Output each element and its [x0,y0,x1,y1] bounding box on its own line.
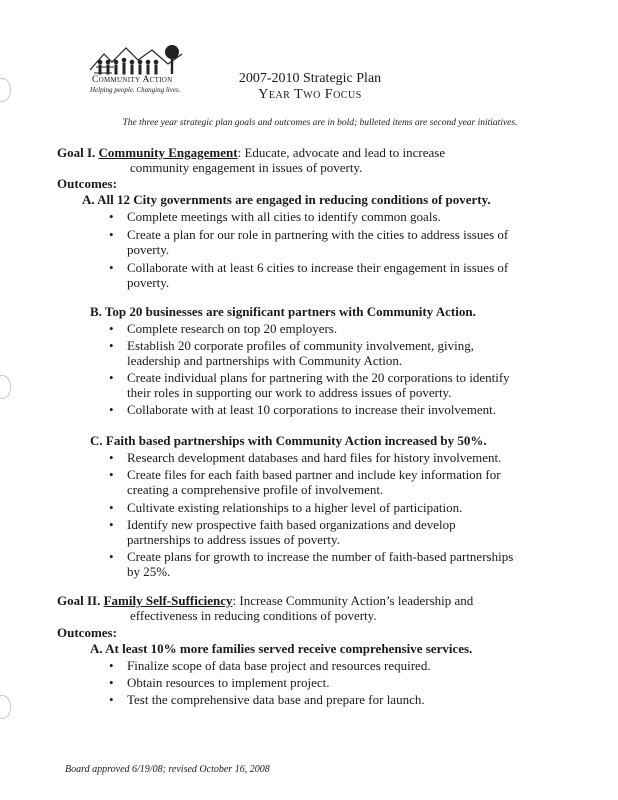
plan-note: The three year strategic plan goals and outcomes are in bold; bulleted items are second year initiatives. [122,118,518,128]
outcome-1a-heading: A. All 12 City governments are engaged in reducing conditions of poverty. [82,192,491,207]
outcome-1b-bullet: • Complete research on top 20 employers. [127,321,337,336]
outcome-2a-bullet: • Finalize scope of data base project and resources required. [127,658,431,673]
outcome-1a-bullet: • Complete meetings with all cities to identify common goals. [127,209,441,224]
outcome-1c-bullet: • Cultivate existing relationships to a higher level of participation. [127,500,462,515]
punch-hole [0,695,11,719]
outcome-1b-bullet: • Create individual plans for partnering with the 20 corporations to identify [127,370,510,385]
outcome-1b-bullet: • Establish 20 corporate profiles of community involvement, giving, [127,338,474,353]
goal-1-outcomes-label: Outcomes: [57,176,117,191]
punch-hole [0,375,11,399]
goal-1-line [57,145,445,160]
outcome-1c-bullet-cont: partnerships to address issues of poverty. [127,532,340,547]
outcome-1c-bullet-cont: creating a comprehensive profile of involvement. [127,482,384,497]
goal-2-label: Goal II. [57,593,101,608]
goal-2-desc-1: : Increase Community Action’s leadership and [232,593,474,608]
outcome-2a-heading: A. At least 10% more families served receive comprehensive services. [90,641,473,656]
goal-1-desc-2: community engagement in issues of poverty. [130,160,363,175]
document-subtitle: Year Two Focus [258,87,362,102]
outcome-1a-bullet-cont: poverty. [127,242,170,257]
outcome-1c-bullet: • Research development databases and hard files for history involvement. [127,450,501,465]
goal-1-title: Community Engagement [98,145,238,160]
goal-2-desc-2: effectiveness in reducing conditions of poverty. [130,608,377,623]
logo-tagline: Helping people. Changing lives. [90,86,181,94]
outcome-2a-bullet: • Test the comprehensive data base and prepare for launch. [127,692,425,707]
outcome-1c-bullet: • Create plans for growth to increase the number of faith-based partnerships [127,549,513,564]
outcome-1c-bullet: • Create files for each faith based partner and include key information for [127,467,501,482]
goal-2-line [57,593,473,608]
outcome-2a-bullet: • Obtain resources to implement project. [127,675,330,690]
goal-2-outcomes-label: Outcomes: [57,625,117,640]
outcome-1c-bullet: • Identify new prospective faith based organizations and develop [127,517,456,532]
outcome-1a-bullet: • Create a plan for our role in partnering with the cities to address issues of [127,227,508,242]
punch-hole [0,78,11,102]
goal-1-desc-1: : Educate, advocate and lead to increase [237,145,446,160]
outcome-1b-bullet-cont: their roles in supporting our work to address issues of poverty. [127,385,452,400]
outcome-1a-bullet-cont: poverty. [127,275,170,290]
outcome-1c-bullet-cont: by 25%. [127,564,171,579]
goal-2-title: Family Self-Sufficiency [103,593,233,608]
outcome-1b-bullet-cont: leadership and partnerships with Community Action. [127,353,403,368]
goal-1-label: Goal I. [57,145,96,160]
outcome-1c-heading: C. Faith based partnerships with Community Action increased by 50%. [90,433,487,448]
logo-name: Community Action [92,75,173,85]
document-title: 2007-2010 Strategic Plan [238,71,382,86]
outcome-1b-bullet: • Collaborate with at least 10 corporations to increase their involvement. [127,402,496,417]
outcome-1b-heading: B. Top 20 businesses are significant partners with Community Action. [90,304,476,319]
outcome-1a-bullet: • Collaborate with at least 6 cities to increase their engagement in issues of [127,260,508,275]
approval-footer: Board approved 6/19/08; revised October 16, 2008 [65,764,270,775]
